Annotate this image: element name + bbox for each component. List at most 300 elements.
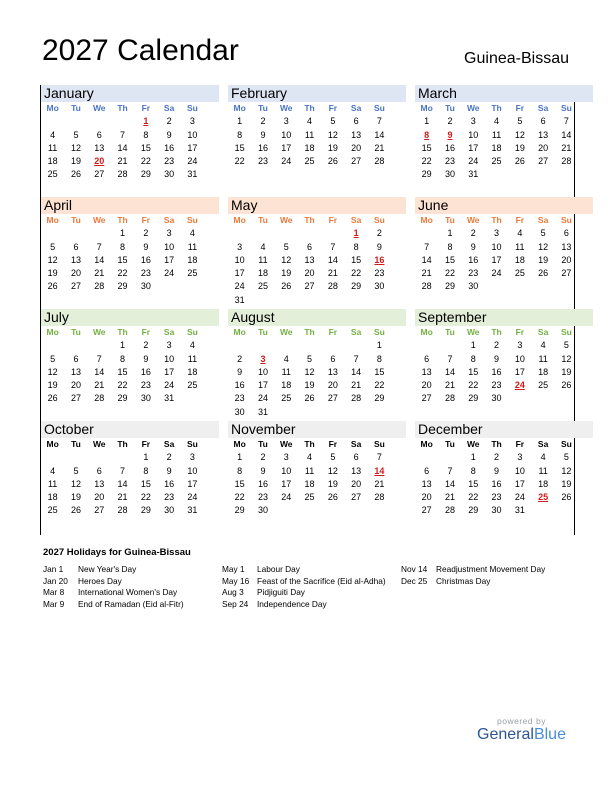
month-header: September: [415, 309, 593, 326]
day-cell: 6: [424, 465, 430, 476]
day-cell: 27: [421, 393, 432, 404]
day-cell: 27: [70, 393, 81, 404]
day-cell: 17: [164, 254, 175, 265]
empty-cell: [275, 294, 298, 307]
day-cell: 14: [444, 366, 455, 377]
day-cell: 13: [421, 478, 432, 489]
day-cell: 21: [117, 156, 128, 167]
day-cell: 12: [514, 129, 525, 140]
weekday-label: Mo: [420, 215, 433, 225]
week-row: [228, 254, 406, 267]
week-row: [41, 280, 219, 293]
weekday-label: Fr: [141, 103, 151, 113]
day-cell: 23: [491, 492, 502, 503]
day-cell: 1: [120, 228, 126, 239]
empty-cell: [298, 406, 321, 419]
day-cell: 5: [517, 116, 523, 127]
day-cell: 6: [330, 353, 336, 364]
day-cell: 8: [143, 465, 149, 476]
empty-cell: [64, 339, 87, 352]
day-cell: 7: [353, 353, 359, 364]
day-cell: 4: [189, 340, 195, 351]
day-cell: 19: [70, 156, 81, 167]
holiday-item: [43, 564, 218, 576]
day-cell: 6: [353, 452, 359, 463]
month-october: [41, 421, 219, 535]
weekday-header: [228, 438, 406, 451]
day-cell: 23: [257, 156, 268, 167]
weekday-label: Fr: [328, 439, 338, 449]
week-row: [41, 339, 219, 352]
weekday-label: Mo: [46, 103, 59, 113]
weekday-label: Tu: [258, 327, 268, 337]
day-cell: 13: [351, 465, 362, 476]
empty-cell: [88, 339, 111, 352]
day-cell: 12: [47, 366, 58, 377]
month-january: [41, 85, 219, 197]
holiday-day: 16: [374, 254, 385, 265]
week-row: [228, 129, 406, 142]
day-cell: 31: [514, 505, 525, 516]
day-cell: 12: [327, 465, 338, 476]
day-cell: 5: [540, 228, 546, 239]
week-row: [41, 227, 219, 240]
week-row: [228, 366, 406, 379]
day-cell: 25: [257, 281, 268, 292]
day-cell: 19: [281, 268, 292, 279]
weekday-label: Th: [304, 327, 315, 337]
weekday-label: Th: [117, 327, 128, 337]
weekday-header: [41, 214, 219, 227]
day-cell: 18: [257, 268, 268, 279]
day-cell: 26: [304, 393, 315, 404]
day-cell: 30: [491, 505, 502, 516]
day-cell: 10: [164, 241, 175, 252]
week-row: [228, 491, 406, 504]
weekday-label: Fr: [328, 215, 338, 225]
day-cell: 14: [444, 478, 455, 489]
day-cell: 31: [257, 406, 268, 417]
day-cell: 20: [538, 142, 549, 153]
day-cell: 12: [304, 366, 315, 377]
holiday-date: Jan 20: [43, 575, 68, 586]
holiday-date: May 16: [222, 575, 250, 586]
day-cell: 15: [374, 366, 385, 377]
day-cell: 9: [470, 241, 476, 252]
week-row: [228, 227, 406, 240]
empty-cell: [344, 339, 367, 352]
day-cell: 9: [260, 465, 266, 476]
day-cell: 16: [234, 380, 245, 391]
day-cell: 29: [374, 393, 385, 404]
weekday-label: Tu: [258, 103, 268, 113]
day-cell: 2: [166, 116, 172, 127]
holiday-item: [401, 564, 576, 576]
day-cell: 14: [421, 254, 432, 265]
month-header: October: [41, 421, 219, 438]
day-cell: 13: [327, 366, 338, 377]
day-cell: 3: [166, 228, 172, 239]
weekday-label: We: [92, 103, 106, 113]
weekday-label: Tu: [445, 103, 455, 113]
day-cell: 22: [234, 492, 245, 503]
day-cell: 16: [468, 254, 479, 265]
empty-cell: [321, 339, 344, 352]
holiday-item: [401, 576, 576, 588]
day-cell: 29: [234, 505, 245, 516]
day-cell: 22: [374, 380, 385, 391]
day-cell: 7: [120, 465, 126, 476]
week-row: [415, 168, 593, 181]
weekday-label: Su: [186, 439, 198, 449]
weekday-label: Mo: [233, 327, 246, 337]
day-cell: 18: [47, 492, 58, 503]
holiday-item: [43, 587, 218, 599]
week-row: [228, 267, 406, 280]
day-cell: 10: [187, 465, 198, 476]
empty-cell: [531, 392, 554, 405]
weekday-label: Mo: [420, 103, 433, 113]
day-cell: 28: [94, 393, 105, 404]
empty-cell: [531, 168, 554, 181]
weekday-label: Su: [186, 103, 198, 113]
day-cell: 22: [234, 156, 245, 167]
day-cell: 24: [257, 393, 268, 404]
day-cell: 17: [164, 366, 175, 377]
empty-cell: [181, 280, 204, 293]
day-cell: 30: [491, 393, 502, 404]
day-cell: 25: [47, 169, 58, 180]
day-cell: 18: [281, 380, 292, 391]
day-cell: 25: [187, 380, 198, 391]
day-cell: 3: [166, 340, 172, 351]
day-cell: 27: [351, 156, 362, 167]
day-cell: 18: [47, 156, 58, 167]
day-cell: 29: [140, 505, 151, 516]
day-cell: 21: [444, 380, 455, 391]
day-cell: 20: [421, 380, 432, 391]
quarter-row: [40, 309, 575, 421]
day-cell: 13: [70, 366, 81, 377]
day-cell: 4: [540, 340, 546, 351]
day-cell: 22: [351, 268, 362, 279]
holiday-date: May 1: [222, 564, 245, 574]
day-cell: 6: [353, 116, 359, 127]
day-cell: 29: [351, 281, 362, 292]
week-row: [228, 478, 406, 491]
month-header: April: [41, 197, 219, 214]
weekday-label: We: [92, 215, 106, 225]
weekday-label: Mo: [233, 103, 246, 113]
weekday-label: Tu: [445, 439, 455, 449]
day-cell: 5: [50, 353, 56, 364]
weekday-label: Fr: [515, 327, 525, 337]
day-cell: 16: [444, 142, 455, 153]
quarter-row: [40, 197, 575, 309]
holiday-column-1: [43, 564, 218, 611]
weekday-label: Th: [491, 327, 502, 337]
week-row: [41, 366, 219, 379]
day-cell: 3: [517, 452, 523, 463]
day-cell: 5: [73, 129, 79, 140]
day-cell: 23: [468, 268, 479, 279]
day-cell: 16: [491, 366, 502, 377]
empty-cell: [275, 504, 298, 517]
weekday-header: [41, 326, 219, 339]
holiday-name: New Year's Day: [78, 564, 137, 574]
day-cell: 3: [517, 340, 523, 351]
calendar-grid: [40, 85, 575, 535]
week-row: [415, 142, 593, 155]
holiday-day: 20: [94, 156, 105, 167]
week-row: [415, 353, 593, 366]
week-row: [415, 339, 593, 352]
day-cell: 13: [561, 241, 572, 252]
day-cell: 15: [140, 478, 151, 489]
day-cell: 18: [304, 478, 315, 489]
day-cell: 19: [538, 254, 549, 265]
weekday-label: Tu: [445, 327, 455, 337]
week-row: [41, 267, 219, 280]
weekday-label: Sa: [163, 215, 175, 225]
day-cell: 1: [237, 452, 243, 463]
brand-name-general: General: [477, 726, 534, 743]
month-march: [415, 85, 593, 197]
week-row: [415, 392, 593, 405]
day-cell: 10: [468, 129, 479, 140]
day-cell: 20: [561, 254, 572, 265]
day-cell: 9: [143, 353, 149, 364]
weekday-header: [228, 102, 406, 115]
day-cell: 15: [351, 254, 362, 265]
weekday-label: Sa: [163, 327, 175, 337]
day-cell: 7: [120, 129, 126, 140]
day-cell: 22: [468, 492, 479, 503]
empty-cell: [181, 392, 204, 405]
month-february: [228, 85, 406, 197]
weekday-label: Sa: [163, 103, 175, 113]
day-cell: 17: [257, 380, 268, 391]
day-cell: 12: [47, 254, 58, 265]
week-row: [41, 353, 219, 366]
holiday-name: End of Ramadan (Eid al-Fitr): [78, 599, 184, 610]
day-cell: 7: [96, 241, 102, 252]
day-cell: 2: [494, 452, 500, 463]
weekday-label: Sa: [537, 439, 549, 449]
day-cell: 5: [307, 353, 313, 364]
week-row: [228, 465, 406, 478]
week-row: [228, 392, 406, 405]
weekday-label: Tu: [71, 103, 81, 113]
empty-cell: [344, 406, 367, 419]
week-row: [228, 339, 406, 352]
month-december: [415, 421, 593, 535]
empty-cell: [298, 227, 321, 240]
week-row: [228, 241, 406, 254]
empty-cell: [321, 504, 344, 517]
day-cell: 18: [491, 142, 502, 153]
day-cell: 30: [164, 505, 175, 516]
day-cell: 27: [421, 505, 432, 516]
day-cell: 11: [491, 129, 502, 140]
day-cell: 8: [447, 241, 453, 252]
empty-cell: [275, 339, 298, 352]
week-row: [228, 294, 406, 307]
empty-cell: [298, 504, 321, 517]
day-cell: 1: [376, 340, 382, 351]
day-cell: 11: [304, 129, 315, 140]
day-cell: 15: [421, 142, 432, 153]
empty-cell: [275, 227, 298, 240]
holiday-name: International Women's Day: [78, 587, 178, 598]
weekday-label: Mo: [420, 439, 433, 449]
day-cell: 16: [164, 478, 175, 489]
day-cell: 2: [494, 340, 500, 351]
empty-cell: [228, 227, 251, 240]
week-row: [415, 379, 593, 392]
day-cell: 26: [281, 281, 292, 292]
day-cell: 9: [376, 241, 382, 252]
day-cell: 27: [327, 393, 338, 404]
month-header: June: [415, 197, 593, 214]
holiday-name: Independence Day: [257, 599, 327, 610]
day-cell: 10: [234, 254, 245, 265]
weekday-label: Th: [304, 103, 315, 113]
weekday-label: Su: [560, 215, 572, 225]
day-cell: 12: [561, 353, 572, 364]
day-cell: 22: [140, 156, 151, 167]
empty-cell: [298, 339, 321, 352]
weekday-label: Th: [117, 215, 128, 225]
day-cell: 8: [353, 241, 359, 252]
week-row: [41, 254, 219, 267]
weekday-label: We: [92, 327, 106, 337]
weekday-label: Sa: [163, 439, 175, 449]
empty-cell: [368, 406, 391, 419]
day-cell: 8: [376, 353, 382, 364]
empty-cell: [41, 227, 64, 240]
weekday-label: Sa: [537, 103, 549, 113]
day-cell: 6: [563, 228, 569, 239]
week-row: [415, 115, 593, 128]
week-row: [41, 168, 219, 181]
day-cell: 4: [307, 116, 313, 127]
weekday-label: We: [92, 439, 106, 449]
weekday-label: Fr: [328, 103, 338, 113]
day-cell: 14: [94, 366, 105, 377]
day-cell: 23: [140, 380, 151, 391]
day-cell: 7: [424, 241, 430, 252]
weekday-header: [41, 438, 219, 451]
day-cell: 25: [514, 268, 525, 279]
weekday-header: [415, 326, 593, 339]
day-cell: 8: [143, 129, 149, 140]
day-cell: 16: [140, 254, 151, 265]
day-cell: 23: [140, 268, 151, 279]
day-cell: 8: [237, 129, 243, 140]
day-cell: 21: [561, 142, 572, 153]
day-cell: 12: [561, 465, 572, 476]
day-cell: 19: [327, 478, 338, 489]
day-cell: 21: [374, 478, 385, 489]
day-cell: 24: [164, 268, 175, 279]
day-cell: 4: [517, 228, 523, 239]
holiday-item: [222, 599, 392, 611]
holiday-item: [43, 599, 218, 611]
day-cell: 23: [164, 492, 175, 503]
powered-by-text: powered by: [497, 716, 546, 726]
weekday-label: Th: [491, 103, 502, 113]
weekday-label: We: [466, 439, 480, 449]
weekday-label: We: [279, 327, 293, 337]
empty-cell: [64, 227, 87, 240]
day-cell: 9: [494, 353, 500, 364]
empty-cell: [228, 339, 251, 352]
day-cell: 29: [468, 393, 479, 404]
day-cell: 5: [283, 241, 289, 252]
day-cell: 29: [140, 169, 151, 180]
day-cell: 29: [117, 393, 128, 404]
day-cell: 31: [468, 169, 479, 180]
day-cell: 27: [94, 505, 105, 516]
holiday-date: Dec 25: [401, 575, 428, 586]
day-cell: 10: [164, 353, 175, 364]
weekday-label: We: [279, 103, 293, 113]
day-cell: 24: [187, 156, 198, 167]
weekday-label: We: [466, 215, 480, 225]
day-cell: 16: [257, 142, 268, 153]
day-cell: 19: [327, 142, 338, 153]
day-cell: 21: [117, 492, 128, 503]
day-cell: 17: [281, 478, 292, 489]
day-cell: 30: [164, 169, 175, 180]
empty-cell: [508, 392, 531, 405]
empty-cell: [368, 294, 391, 307]
day-cell: 2: [447, 116, 453, 127]
weekday-label: We: [279, 439, 293, 449]
empty-cell: [251, 227, 274, 240]
day-cell: 5: [73, 465, 79, 476]
day-cell: 12: [70, 478, 81, 489]
day-cell: 29: [421, 169, 432, 180]
day-cell: 2: [470, 228, 476, 239]
day-cell: 5: [50, 241, 56, 252]
day-cell: 2: [376, 228, 382, 239]
day-cell: 17: [281, 142, 292, 153]
weekday-label: Su: [373, 103, 385, 113]
weekday-label: Sa: [350, 103, 362, 113]
holiday-date: Sep 24: [222, 599, 249, 610]
day-cell: 10: [187, 129, 198, 140]
weekday-header: [415, 438, 593, 451]
holiday-item: [222, 564, 392, 576]
day-cell: 17: [514, 478, 525, 489]
day-cell: 5: [563, 340, 569, 351]
day-cell: 23: [234, 393, 245, 404]
day-cell: 29: [117, 281, 128, 292]
week-row: [228, 406, 406, 419]
week-row: [415, 280, 593, 293]
empty-cell: [41, 339, 64, 352]
day-cell: 6: [307, 241, 313, 252]
day-cell: 17: [468, 142, 479, 153]
day-cell: 18: [187, 254, 198, 265]
day-cell: 11: [281, 366, 291, 377]
week-row: [415, 504, 593, 517]
weekday-label: Sa: [350, 215, 362, 225]
day-cell: 24: [281, 492, 292, 503]
quarter-row: [40, 85, 575, 197]
